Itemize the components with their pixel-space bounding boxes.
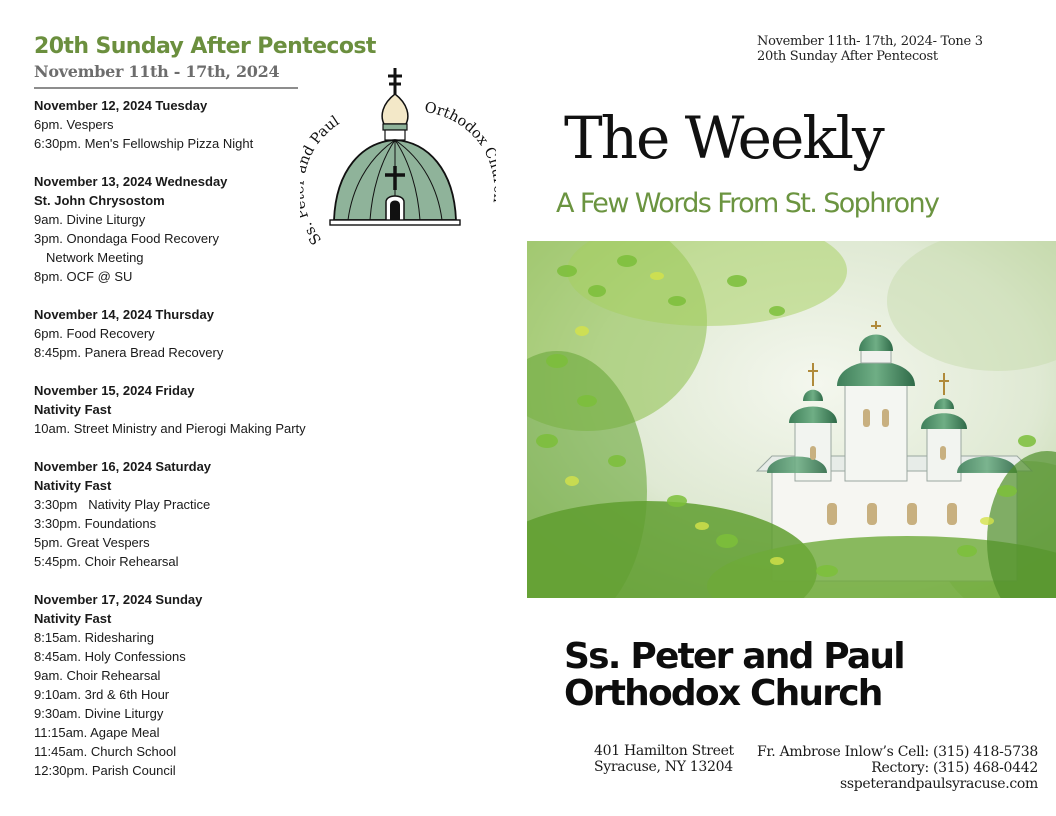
newsletter-subtitle: A Few Words From St. Sophrony: [556, 188, 939, 219]
schedule-event: 3:30pm. Foundations: [34, 516, 157, 531]
schedule-event: 11:45am. Church School: [34, 744, 177, 759]
schedule-event: 5:45pm. Choir Rehearsal: [34, 554, 179, 569]
newsletter-title: The Weekly: [564, 104, 883, 172]
church-name-line1: Ss. Peter and Paul: [564, 636, 904, 677]
day-heading: November 13, 2024 Wednesday: [34, 174, 228, 189]
schedule-event: 10am. Street Ministry and Pierogi Making Party: [34, 421, 306, 436]
weekly-schedule: [34, 96, 334, 799]
day-heading: November 12, 2024 Tuesday: [34, 98, 208, 113]
schedule-event: 8:15am. Ridesharing: [34, 630, 154, 645]
day-heading: November 14, 2024 Thursday: [34, 307, 214, 322]
schedule-event: 12:30pm. Parish Council: [34, 763, 176, 778]
logo-text-left: Ss. d Paul: [300, 113, 343, 248]
schedule-event: 8:45pm. Panera Bread Recovery: [34, 345, 224, 360]
schedule-date-range: November 11th - 17th, 2024: [34, 62, 280, 81]
schedule-day-saturday: [34, 457, 334, 571]
schedule-day-wednesday: [34, 172, 334, 286]
schedule-event: 6pm. Vespers: [34, 117, 114, 132]
schedule-event: 5pm. Great Vespers: [34, 535, 150, 550]
rectory-phone: Rectory: (315) 468-0442: [871, 760, 1038, 776]
schedule-event: 9:10am. 3rd & 6th Hour: [34, 687, 170, 702]
street-address: 401 Hamilton Street: [594, 743, 734, 759]
schedule-day-tuesday: [34, 96, 334, 153]
schedule-event: 9am. Choir Rehearsal: [34, 668, 161, 683]
day-feast: Nativity Fast: [34, 478, 112, 493]
schedule-event: 8:45am. Holy Confessions: [34, 649, 186, 664]
issue-occasion-line: 20th Sunday After Pentecost: [757, 49, 938, 64]
church-watercolor-image: [527, 241, 1056, 598]
day-heading: November 17, 2024 Sunday: [34, 592, 203, 607]
schedule-day-thursday: [34, 305, 334, 362]
schedule-event: 3pm. Onondaga Food Recovery: [34, 231, 219, 246]
schedule-day-sunday: [34, 590, 334, 780]
day-feast: St. John Chrysostom: [34, 193, 165, 208]
website-link[interactable]: sspeterandpaulsyracuse.com: [839, 776, 1038, 792]
schedule-event-continued: Network Meeting: [46, 250, 144, 265]
schedule-day-friday: [34, 381, 334, 438]
schedule-title: 20th Sunday After Pentecost: [34, 34, 376, 59]
title-divider: [34, 87, 298, 89]
city-address: Syracuse, NY 13204: [594, 759, 733, 775]
day-feast: Nativity Fast: [34, 402, 112, 417]
church-name-line2: Orthodox Church: [564, 673, 882, 714]
schedule-event: 6:30pm. Men's Fellowship Pizza Night: [34, 136, 254, 151]
priest-cell-phone: Fr. Ambrose Inlow’s Cell: (315) 418-5738: [757, 744, 1038, 760]
logo-text-right: Orthodox: [423, 99, 492, 149]
day-heading: November 15, 2024 Friday: [34, 383, 195, 398]
issue-date-line: November 11th- 17th, 2024- Tone 3: [757, 34, 983, 49]
schedule-event: 6pm. Food Recovery: [34, 326, 155, 341]
church-logo: [300, 62, 496, 248]
church-dome-logo-icon: [300, 62, 496, 248]
schedule-event: 9:30am. Divine Liturgy: [34, 706, 164, 721]
schedule-event: 9am. Divine Liturgy: [34, 212, 146, 227]
schedule-event: 8pm. OCF @ SU: [34, 269, 133, 284]
day-heading: November 16, 2024 Saturday: [34, 459, 212, 474]
day-feast: Nativity Fast: [34, 611, 112, 626]
schedule-event: 11:15am. Agape Meal: [34, 725, 160, 740]
schedule-event: 3:30pm Nativity Play Practice: [34, 497, 211, 512]
